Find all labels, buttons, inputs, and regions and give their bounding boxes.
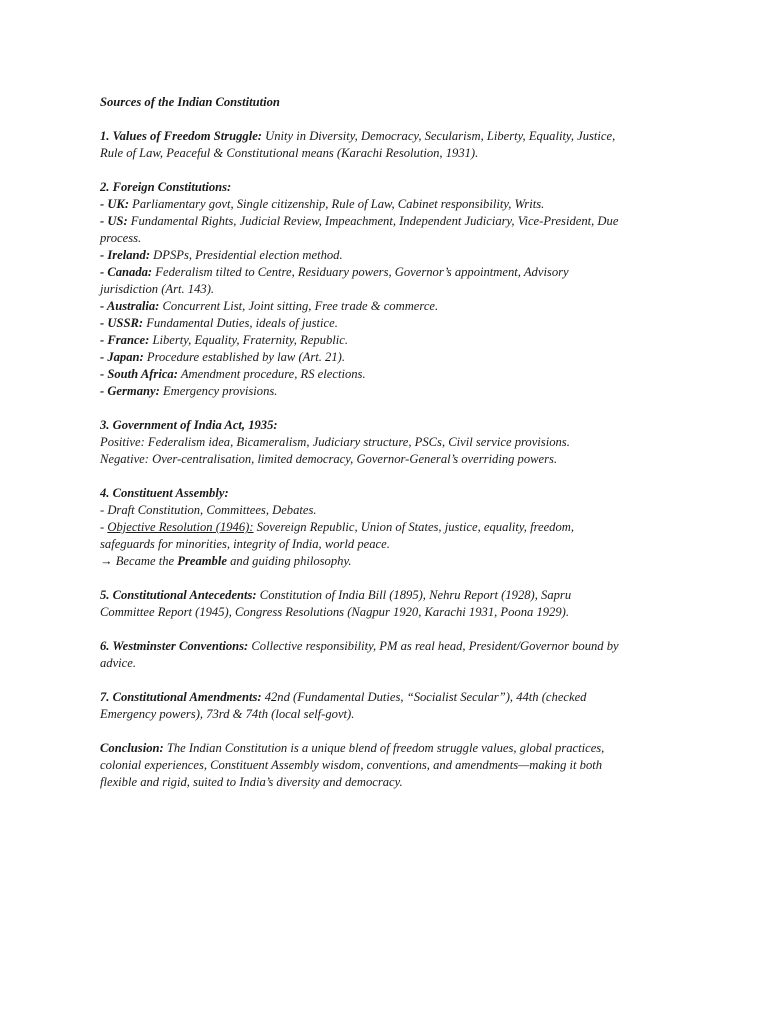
s4-obj-text-2: safeguards for minorities, integrity of India, world peace. [100,537,390,551]
s5-heading: 5. Constitutional Antecedents: [100,588,257,602]
s1-line-2 [100,145,668,162]
spacer [100,111,668,128]
s3-positive-text: Positive: Federalism idea, Bicameralism, Judiciary structure, PSCs, Civil service provisions. [100,435,570,449]
s3-heading: 3. Government of India Act, 1935: [100,418,278,432]
s2-heading-line [100,179,668,196]
s2-us-cont [100,230,668,247]
s2-japan [100,349,668,366]
south-africa-label: - South Africa: [100,367,178,381]
conclusion-text-2: colonial experiences, Constituent Assembly wisdom, conventions, and amendments—making it both [100,758,603,772]
south-africa-text: Amendment procedure, RS elections. [177,367,366,381]
s4-heading-line [100,485,668,502]
s7-heading: 7. Constitutional Amendments: [100,690,262,704]
ireland-label: - Ireland: [100,248,151,262]
ussr-text: Fundamental Duties, ideals of justice. [143,316,338,330]
s4-obj-text-1: Sovereign Republic, Union of States, justice, equality, freedom, [253,520,575,534]
conclusion-line-3 [100,774,668,791]
spacer [100,400,668,417]
s2-us [100,213,668,230]
s6-text-2: advice. [100,656,137,670]
us-text-2: process. [100,231,142,245]
conclusion-line-2 [100,757,668,774]
title-text: Sources of the Indian Constitution [100,95,280,109]
conclusion-line-1 [100,740,668,757]
s1-line-1 [100,128,668,145]
s4-draft-text: - Draft Constitution, Committees, Debates. [100,503,317,517]
s1-text-1: Unity in Diversity, Democracy, Secularism, Liberty, Equality, Justice, [261,129,616,143]
s7-line-2 [100,706,668,723]
s6-text-1: Collective responsibility, PM as real head, President/Governor bound by [248,639,619,653]
spacer [100,672,668,689]
s4-became-suffix: and guiding philosophy. [226,554,352,568]
us-text-1: Fundamental Rights, Judicial Review, Impeachment, Independent Judiciary, Vice-President, Due [127,214,619,228]
s2-australia [100,298,668,315]
s5-text-1: Constitution of India Bill (1895), Nehru Report (1928), Sapru [256,588,572,602]
document-title [100,94,668,111]
s4-heading: 4. Constituent Assembly: [100,486,229,500]
s1-heading: 1. Values of Freedom Struggle: [100,129,262,143]
s2-canada [100,264,668,281]
s5-line-1 [100,587,668,604]
s2-ussr [100,315,668,332]
spacer [100,468,668,485]
conclusion-heading: Conclusion: [100,741,164,755]
s4-obj-prefix: - [100,520,108,534]
ireland-text: DPSPs, Presidential election method. [150,248,343,262]
s5-text-2: Committee Report (1945), Congress Resolutions (Nagpur 1920, Karachi 1931, Poona 1929). [100,605,569,619]
canada-label: - Canada: [100,265,153,279]
objective-resolution-label: Objective Resolution (1946): [107,520,254,534]
s6-line-1 [100,638,668,655]
s7-text-2: Emergency powers), 73rd & 74th (local self-govt). [100,707,355,721]
s4-objective-cont [100,536,668,553]
s2-france [100,332,668,349]
germany-text: Emergency provisions. [159,384,278,398]
ussr-label: - USSR: [100,316,144,330]
uk-label: - UK: [100,197,130,211]
japan-label: - Japan: [100,350,144,364]
australia-text: Concurrent List, Joint sitting, Free trade & commerce. [159,299,439,313]
s4-preamble [100,553,668,570]
s3-heading-line [100,417,668,434]
s1-text-2: Rule of Law, Peaceful & Constitutional means (Karachi Resolution, 1931). [100,146,479,160]
spacer [100,723,668,740]
uk-text: Parliamentary govt, Single citizenship, Rule of Law, Cabinet responsibility, Writs. [129,197,545,211]
preamble-bold: Preamble [177,554,227,568]
conclusion-text-1: The Indian Constitution is a unique blend of freedom struggle values, global practices, [163,741,605,755]
s6-heading: 6. Westminster Conventions: [100,639,249,653]
s2-uk [100,196,668,213]
spacer [100,621,668,638]
s5-line-2 [100,604,668,621]
s2-heading: 2. Foreign Constitutions: [100,180,232,194]
japan-text: Procedure established by law (Art. 21). [143,350,345,364]
s4-objective [100,519,668,536]
france-text: Liberty, Equality, Fraternity, Republic. [149,333,349,347]
s2-south-africa [100,366,668,383]
s2-canada-cont [100,281,668,298]
conclusion-text-3: flexible and rigid, suited to India’s diversity and democracy. [100,775,403,789]
spacer [100,570,668,587]
document-page [100,94,668,791]
s7-line-1 [100,689,668,706]
s3-positive [100,434,668,451]
germany-label: - Germany: [100,384,160,398]
france-label: - France: [100,333,150,347]
s2-germany [100,383,668,400]
spacer [100,162,668,179]
s3-negative [100,451,668,468]
s2-ireland [100,247,668,264]
canada-text-1: Federalism tilted to Centre, Residuary powers, Governor’s appointment, Advisory [152,265,569,279]
s3-negative-text: Negative: Over-centralisation, limited democracy, Governor-General’s overriding powers. [100,452,558,466]
canada-text-2: jurisdiction (Art. 143). [100,282,215,296]
s4-became-prefix: → Became the [100,554,178,568]
us-label: - US: [100,214,128,228]
s6-line-2 [100,655,668,672]
s4-draft [100,502,668,519]
s7-text-1: 42nd (Fundamental Duties, “Socialist Secular”), 44th (checked [261,690,587,704]
australia-label: - Australia: [100,299,160,313]
